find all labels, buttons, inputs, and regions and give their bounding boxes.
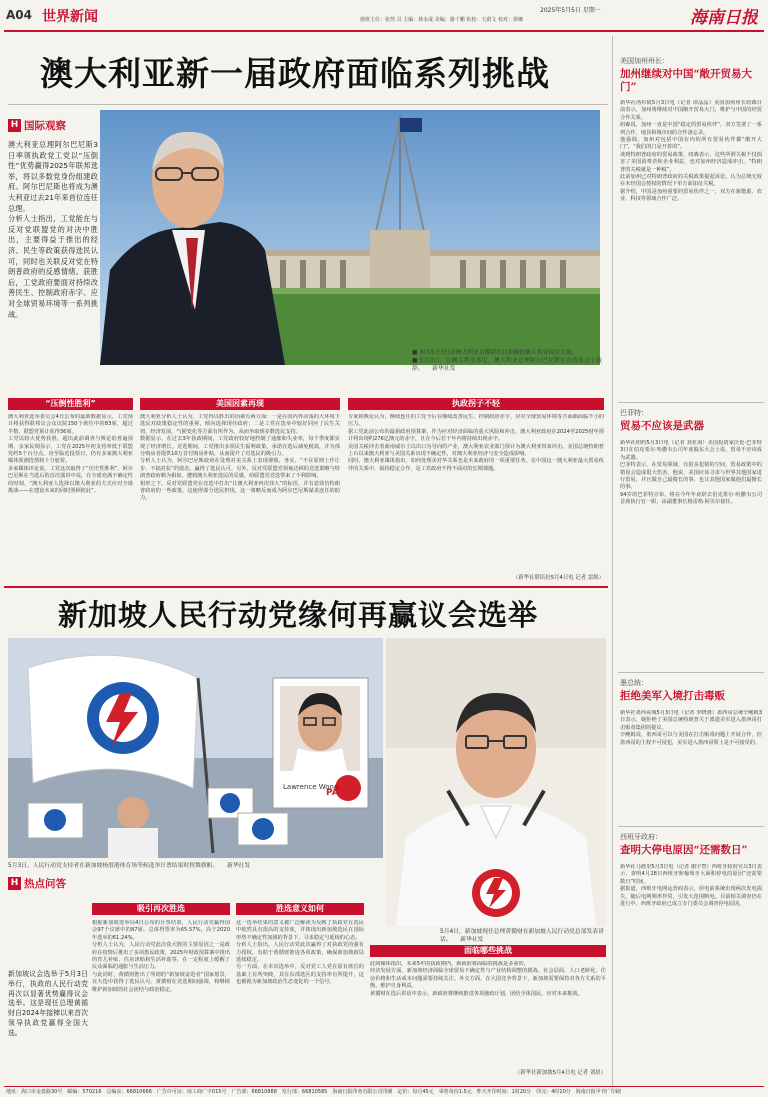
story1-lead: 澳大利亚总理阿尔巴尼斯3日率领执政党工党以“压倒性”优势赢得2025年联邦选举，将以多数党身份组建政府。阿尔巴尼斯也将成为澳大利亚过去21年来首位连任总理。 分析人士指出，工党能在与反对党联盟党的对决中胜出，主要得益于推出的经济、民生等政策获得选民认可，同时也关联反对党在特朗普政府的反感情绪。获胜后，工党政府要面对持续改善民生、控制政府赤字、应对全球贸易环境等一系列挑战。: [8, 140, 98, 319]
s3-title: 拒绝美军入境打击毒贩: [620, 690, 725, 702]
s1-text: 新华社洛杉矶5月3日电（记者 谭晶晶）美国加州州长纽森日前表示，加州将继续对中国敞开贸易大门，维护与中国的经贸合作关系。 纽森说，加州一直是中国“稳定的贸易伙伴”，双方签署了一系列合作、地县和城市间的合作备忘录。 他强调，加州对包括中国在内的所有贸易伙伴都“敞开大门”，“我们的门是开着的”。 谈到特朗普政府的贸易政策，纽森表示，这些所谓关税不仅损害了美国消费者和企业利益，也对加州经济造成冲击，“特朗普的关税就是一种税”。 此前加州已对特朗普政府的关税政策提起诉讼，认为总统无权在未经国会授权的情况下单方面加征关税。 据介绍，中国是加州重要的贸易伙伴之一，双方在新能源、农业、科技等领域合作广泛。: [620, 100, 762, 203]
s2-col2-text: 这一选举结果的意义被广泛解读为反映了执政党在选民中依然具有很高的支持度，并体现出新加坡选民在国际形势不确定性加剧的背景下，寻求稳定与延续的心态。 分析人士指出，人民行动党此次赢得了对执政党的强有力授权，有助于黄循财推进各项政策，确保新加坡政局延续稳定。 另一方面，在本次选举中，反对党工人党在原有席位的基础上有所突破，其在东部选区的支持率有所提升，这也被视为新加坡政治生态变化的一个信号。: [236, 920, 364, 986]
col3-heading: 执政拐子不轻: [348, 398, 604, 410]
section-name: 世界新闻: [42, 9, 98, 25]
caption-right: 5月4日，新加坡现任总理黄循财在新加坡人民行动党总部发表讲话。 新华社发: [440, 929, 604, 943]
poster-party-label: PAP: [326, 788, 346, 798]
s2-title: 贸易不应该是武器: [620, 420, 704, 432]
s2-col3-credit: （新华社新加坡5月4日电 记者 刘晨）: [514, 1070, 606, 1076]
parliament-house-photo: [100, 110, 600, 365]
pap-flags-photo: [8, 638, 383, 858]
page-number: A04: [6, 8, 32, 22]
sidebar-rule-3: [618, 826, 764, 827]
tag-icon-2: H: [8, 877, 21, 890]
sidebar-rule-1: [618, 402, 764, 403]
s2-text: 新华社纽约5月3日电（记者 刘亚南）美国投资家沃伦·巴菲特3日在伯克希尔·哈撒韦公司年度股东大会上说，贸易不应该成为武器。 巴菲特表示，在贸易领域，有很多犯错的空间，贸易政策中的错误会造成很大伤害。他说，美国应该寻求与世界其他国家进行贸易，并且做自己最擅长的事，也让其他国家做他们最擅长的事。 94岁的巴菲特宣布，将在今年年底辞去伯克希尔·哈撒韦公司首席执行官一职，由副董事长格雷格·阿贝尔接任。: [620, 440, 762, 506]
s2-col1-text: 根据新加坡选举局4日公布的计票结果，人民行动党赢得国会97个议席中的87席。总体得票率为65.57%，高于2020年选举的61.24%。 分析人士认为，人民行动党此次获大胜的主要原因之一是政府在疫情后推出了多项惠民政策，2025年财政预算案中推出的育儿补贴、住房津贴和生活补助等，在一定程度上缓解了民众面临的通胀与生活压力。 与此同时，黄循财推出了所谓的“新加坡奋进者”国家愿景，在大选中获得了选民认可。黄循财在竞选期间强调，将继续维护新加坡的社会团结与政治稳定。: [92, 920, 230, 993]
tag-label-2: 热点问答: [24, 878, 66, 890]
masthead: [0, 0, 768, 30]
col1-text: 澳大利亚选举委员会4日公布的最新数据显示，工党预计将获得联邦议会众议院150个席位中的83席，超过半数，联盟党预计获得36席。 工党以较大优势获胜，超出此前调查与舆论的普遍预期。多家民调显示，工党在2025年初支持率低于联盟党约5个百分点。直至临近投票日，仍有多家澳大利亚媒体预测选情将十分胶着。 多家媒体评论说，工党这次取得了“历史性胜利”。阿尔巴尼斯在当选后的首次演讲中说，在全球充满不确定性的时刻，“澳大利亚人选择以澳大利亚的方式应对全球挑战——在建设未来的同时照顾彼此”。: [8, 414, 133, 495]
divider: [8, 104, 608, 105]
hot-qa-tag: [8, 876, 96, 892]
s4-title: 查明大停电原因“还需数日”: [620, 844, 748, 856]
col3-text: 专家和舆论认为，继续连任的工党今后在继续改善民生、控制政府赤字、应对全球贸易环境等方面都面临不小的压力。 据工党此前公布的最新政府预算案，作为应对经济面临的重大风险和冲击，澳大利亚政府在2024至2025财年预计将出现约276亿澳元的赤字，且在今后若干年内将持续出现赤字。 美国关税冲击着新南威尔士以出口为导向的产业，澳大利亚农业部门预计为澳大利亚带来冲击。美国总统特朗普上台以来澳大利亚与美国关系出现不确定性，对澳大利亚经济与安全造成影响。 同时，澳大利亚媒体指出，如何处理美对华关系也是未来政府的一项重要任务。在中国这一澳大利亚最大贸易伙伴的关系中，保持稳定合作，是工党政府不得不面对的长期课题。: [348, 414, 604, 472]
footer-info: 地址：海口市金盘路30号 邮编：570216 总编室：66810666 广告许可证：琼工商广字015号 广告部：66810888 发行部：66810585 海南日报印务有限公司印刷 定价：每月45元 零售每份1.5元 昨天开印时间：1时20分 印完：4时10分 海南日报甲刊广印刷: [6, 1089, 621, 1095]
col3-credit: （新华社堪培拉5月4日电 记者 雷绵）: [512, 575, 604, 581]
s2-col3-heading: 面临哪些挑战: [370, 945, 606, 957]
intl-observation-tag: [8, 118, 98, 134]
story2-headline: 新加坡人民行动党缘何再赢议会选举: [58, 598, 539, 632]
s2-col3-text: 此间媒体指出，未来5年的执政期内，新政府将面临的挑战是多重的。 经济发展方面，新加坡经济面临全球贸易不确定性与产业结构调整的挑战。社会层面，人口老龄化、住房价格和生活成本问题需要持续关注。外交方面，在大国竞争背景下，新加坡需要保持对各方关系的平衡，维护自身利益。 黄循财在选后讲话中表示，新政府将继续推进各项施政计划，团结全体国民，应对未来挑战。: [370, 961, 606, 997]
editor-credits: 值班主任：张然 员 主编：林永成 美编：骆千鹏 检校：王蔚文 校对：徐娜: [360, 17, 523, 23]
s3-text: 新华社墨西哥城5月3日电（记者 李晓骁）墨西哥总统辛鲍姆3日表示，她拒绝了美国总统特朗普关于派遣美军进入墨西哥打击贩毒集团的提议。 辛鲍姆说，墨西哥可以与美国在打击贩毒问题上开展合作，但墨西哥的主权不可侵犯，美军进入墨西哥领土是不可接受的。: [620, 710, 762, 746]
col1-heading: “压倒性胜利”: [8, 398, 133, 410]
story1-headline: 澳大利亚新一届政府面临系列挑战: [40, 54, 550, 93]
s3-kicker: 墨总统：: [620, 679, 648, 687]
tag-icon: H: [8, 119, 21, 132]
col2-text: 澳大利亚分析人士认为，工党得以胜出的因素有两方面：一是在国内外动荡的大环境下选民对政策稳定性的重视，倾向选择现任政府；二是工党在选举中较好回应了民生关切，经济发展、气候变化等方面有所作为，从而争取到多数选民支持。 数据显示，在过去3年执政期间，工党政府较好地控制了通胀和失业率，每个季度都实现了经济增长。竞选期间，工党推出多项民生福利政策，承诺在选后减免税款，并为部分购房者提供10万首付购房补贴，从而提升了对选民的吸引力。 分析人士认为，阿尔巴尼斯政府在处理对美关系上表现谨慎、务实，“不在原则上作让步、不搞对抗”的姿态，赢得了选民认可。另外，反对党联盟党领袖达顿的竞选策略与特朗普政府颇为相似，遭到澳大利亚选民的反感，给联盟党竞选带来了不利影响。 相形之下，反对党联盟党在竞选中打出“让澳大利亚再次伟大”的标语，并有意效仿特朗普政府的一些政策，这使得部分选民担忧，这一策略反而成为阿尔巴尼斯谋求连任的助力。: [140, 414, 340, 502]
sidebar-rule-2: [618, 672, 764, 673]
story2-lead: 新加坡议会选举于5月3日举行，执政的人民行动党再次以显著优势赢得议会选举。这是现任总理黄循财自2024年接棒以来首次领导执政党赢得全国大选。: [8, 970, 88, 1037]
poster-name-label: Lawrence Wong: [283, 783, 339, 791]
col2-heading: 美国因素再现: [140, 398, 340, 410]
s1-kicker: 美国加州州长：: [620, 57, 669, 65]
header-rule: [4, 30, 764, 32]
speaker-photo: [386, 638, 606, 926]
newspaper-logo: 海南日报: [690, 8, 758, 28]
footer-rule: [4, 1086, 764, 1087]
sidebar-divider: [612, 36, 613, 1086]
tag-label: 国际观察: [24, 120, 66, 132]
lawrence-wong-photo: [386, 638, 606, 926]
s4-text: 新华社马德里5月3日电（记者 谢宇智）西班牙政府官员3日表示，查明4月28日西班牙和葡萄牙大面积停电的原因“还需要数日”时间。 据报道，西班牙电网运营商表示，停电前系统出现两次发电损失，随后电网频率异常，引发大范围断电。目前相关调查仍在进行中，西班牙政府已成立专门委员会调查停电原因。: [620, 864, 762, 908]
s2-kicker: 巴菲特：: [620, 409, 648, 417]
story-divider: [4, 586, 608, 588]
issue-date: 2025年5月5日 星期一: [540, 7, 601, 14]
rally-photo: [8, 638, 383, 858]
s4-kicker: 西班牙政府：: [620, 833, 662, 841]
story1-caption: ■ 图为5月3日在澳大利亚首都堪培拉拍摄的澳大利亚国会大厦。 ■ 5月3日，在澳大利亚悉尼，澳大利亚总理阿尔巴尼斯在竞选集会上致辞。 新华社发: [412, 350, 602, 373]
s2-col2-heading: 胜选意义如何: [236, 903, 364, 915]
s2-col1-heading: 吸引再次胜选: [92, 903, 230, 915]
caption-left: 5月3日，人民行动党支持者在新加坡杨厝港体育场等候选举计票结果时挥舞旗帜。 新华社发: [8, 863, 251, 869]
story1-photo: [100, 110, 600, 365]
s1-title: 加州继续对中国“敞开贸易大门”: [620, 68, 753, 93]
